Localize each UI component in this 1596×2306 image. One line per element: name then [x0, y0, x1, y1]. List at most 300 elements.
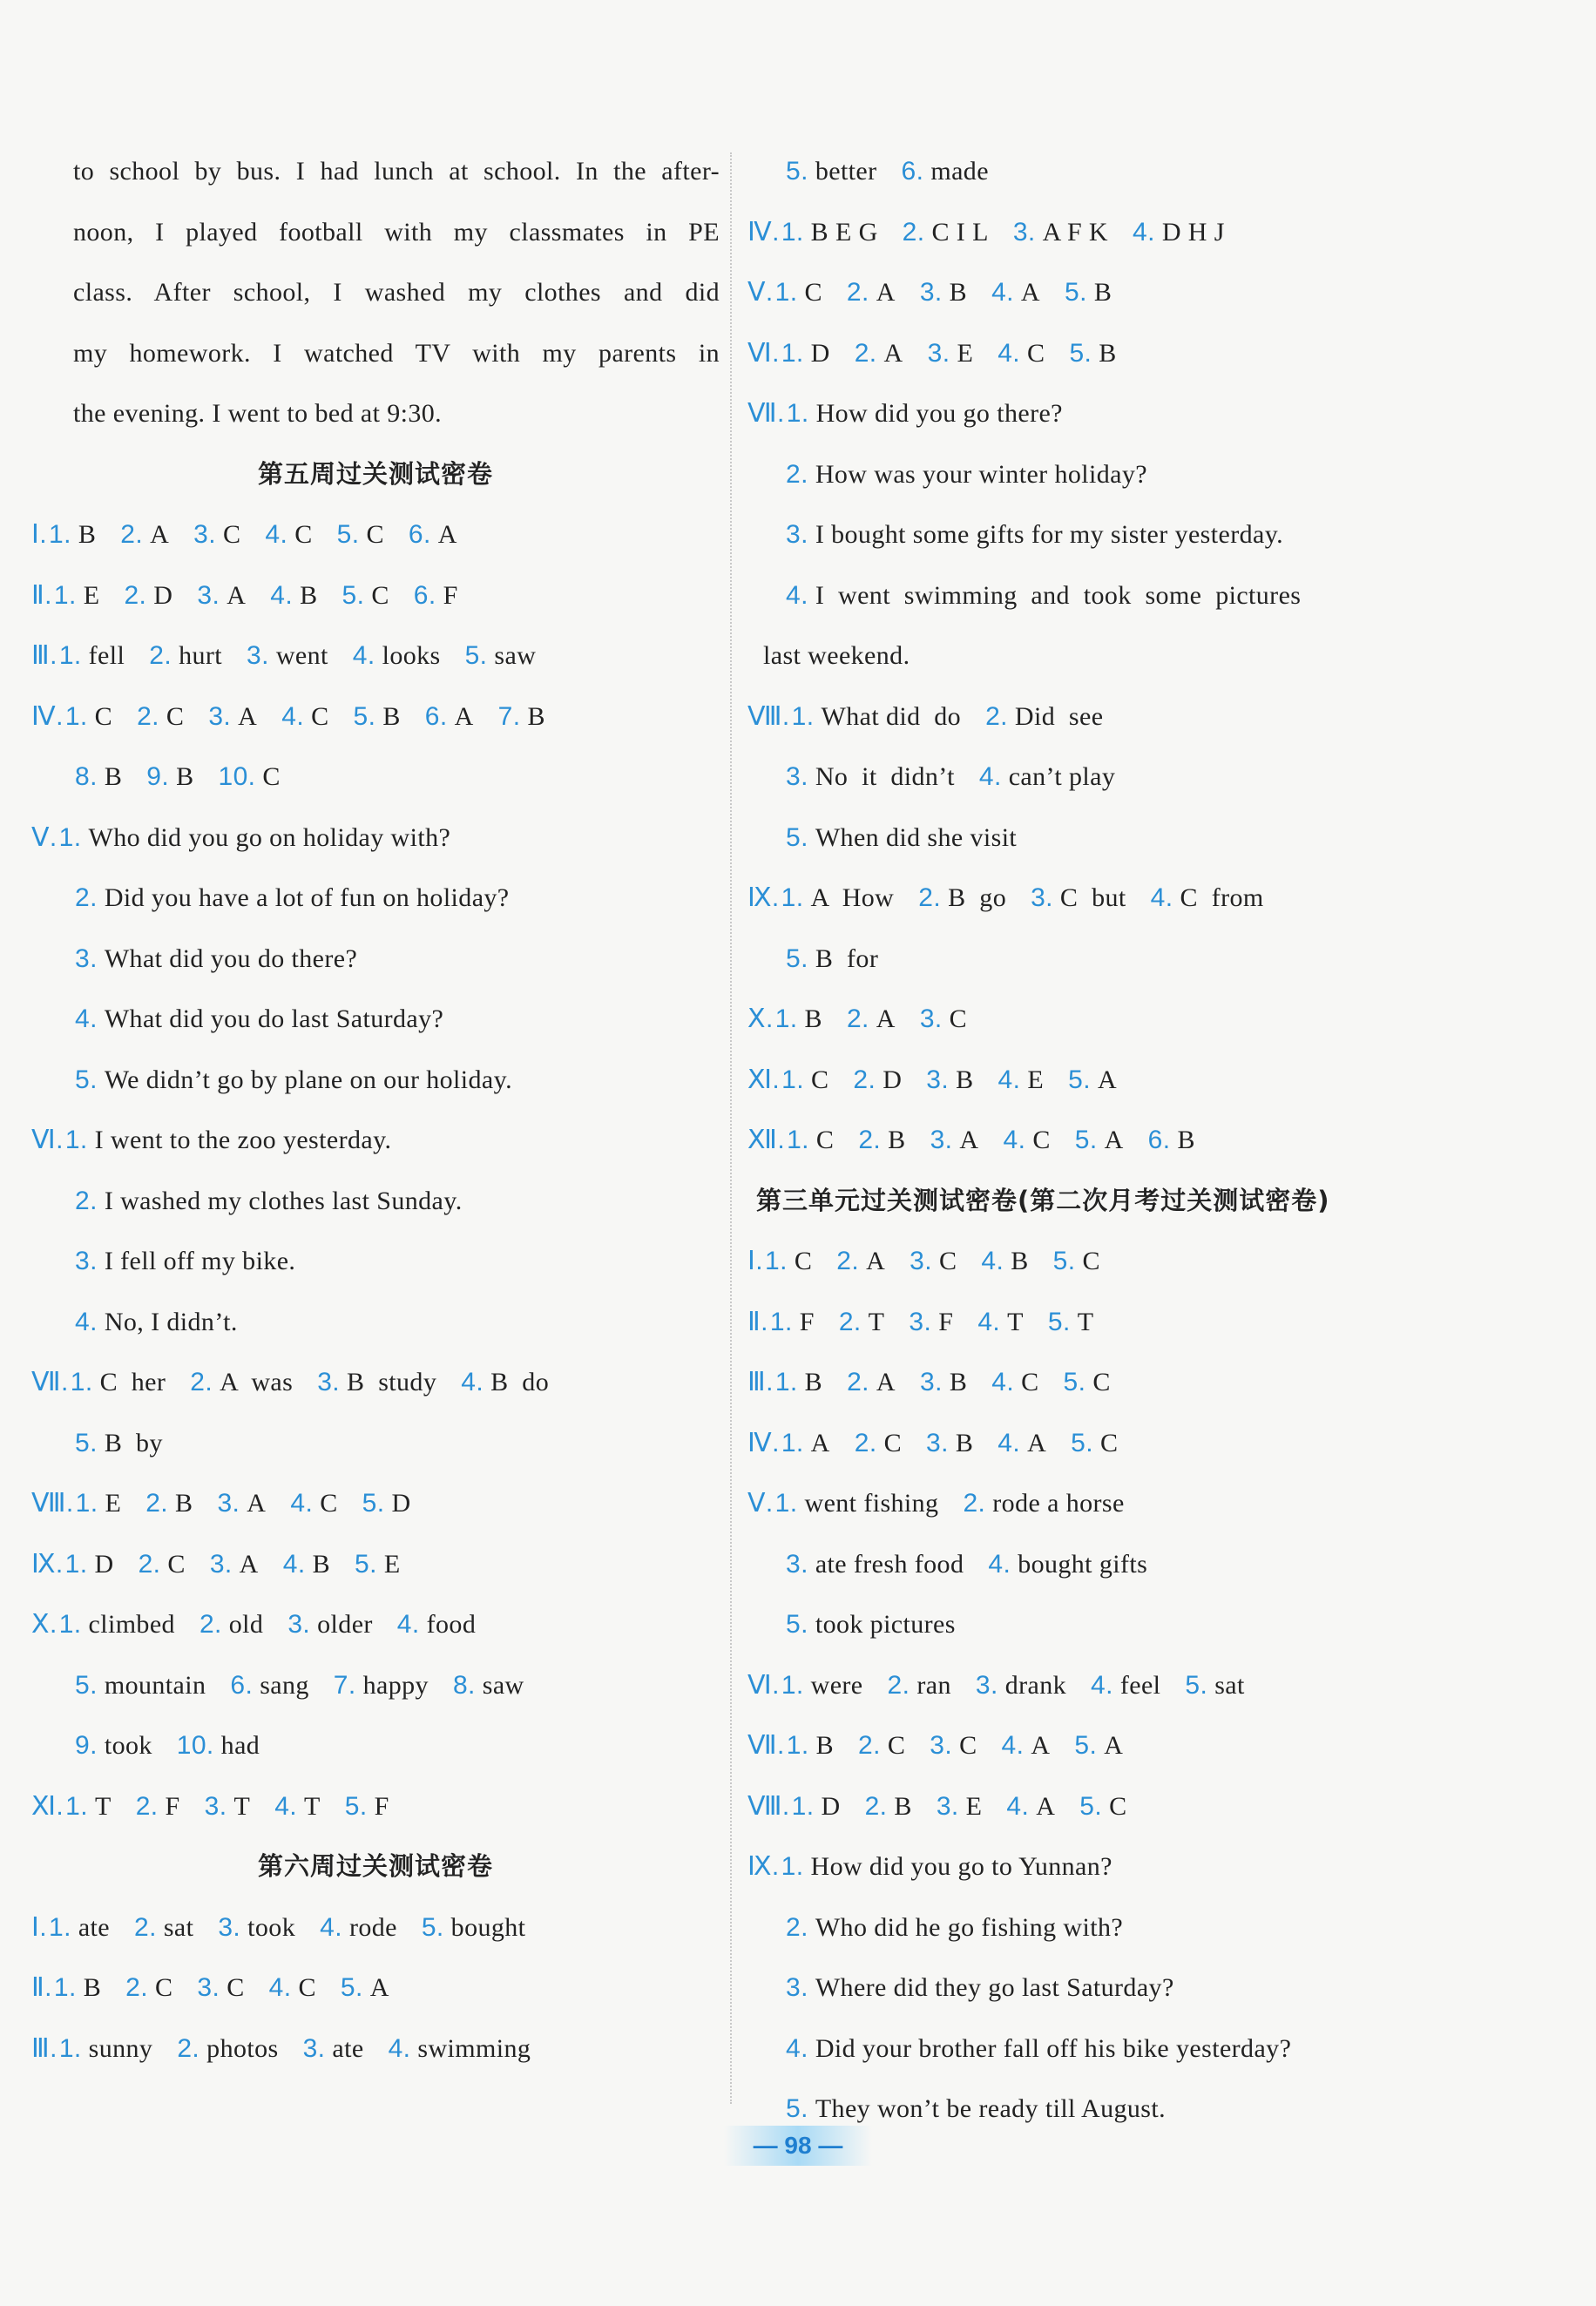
item-number: 2.	[854, 338, 877, 368]
answer-line	[747, 868, 1479, 929]
section-numeral: Ⅹ.	[747, 1004, 774, 1033]
left-column	[31, 141, 720, 2079]
answer-item	[786, 2034, 1291, 2063]
answer-item	[786, 157, 877, 186]
answer-item	[855, 1429, 902, 1457]
section-numeral: Ⅰ.	[31, 1912, 47, 1942]
right-column	[747, 141, 1479, 2140]
item-answer: A	[883, 338, 903, 368]
item-number: 4.	[268, 1973, 292, 2002]
item-answer: looks	[382, 641, 441, 670]
item-answer: E	[83, 580, 100, 610]
item-answer: D H J	[1161, 217, 1225, 247]
answer-line	[31, 626, 720, 686]
answer-item	[422, 1913, 526, 1942]
item-answer: A was	[220, 1368, 294, 1396]
answer-line	[31, 1231, 720, 1292]
answer-item	[197, 581, 246, 610]
item-number: 4.	[75, 1004, 98, 1033]
answer-item	[205, 1792, 251, 1821]
answer-item	[409, 520, 457, 549]
item-answer: T	[94, 1791, 112, 1821]
item-number: 4.	[1133, 217, 1155, 247]
answer-line	[747, 808, 1479, 869]
item-number: 7.	[497, 701, 521, 731]
answer-item	[65, 702, 112, 731]
answer-line	[747, 989, 1479, 1050]
item-answer: A	[238, 701, 258, 731]
answer-item	[59, 1610, 175, 1639]
item-number: 6.	[408, 520, 431, 549]
item-number: 3.	[919, 1004, 943, 1033]
answer-item	[1001, 1731, 1050, 1760]
answer-line	[747, 1231, 1479, 1292]
answer-line	[747, 1413, 1479, 1474]
answer-item	[1074, 1731, 1123, 1760]
answer-item	[786, 460, 1147, 489]
item-number: 8.	[452, 1670, 476, 1700]
section-numeral: Ⅰ.	[31, 520, 47, 549]
answer-line	[747, 1655, 1479, 1716]
item-number: 1.	[774, 1004, 798, 1033]
section-numeral: Ⅻ.	[747, 1126, 786, 1154]
answer-line	[31, 1171, 720, 1232]
answer-item	[781, 883, 895, 912]
answer-item	[836, 1247, 885, 1275]
item-number: 2.	[145, 1489, 169, 1518]
item-answer: B	[804, 1368, 823, 1396]
answer-item	[781, 1065, 828, 1094]
item-number: 2.	[199, 1610, 222, 1639]
item-answer: food	[426, 1610, 477, 1639]
answer-item	[190, 1368, 293, 1396]
answer-line	[747, 141, 1479, 202]
item-number: 4.	[1003, 1126, 1026, 1154]
item-number: 9.	[75, 1731, 98, 1760]
answer-item	[963, 1489, 1124, 1518]
answer-line	[31, 1050, 720, 1111]
item-number: 4.	[75, 1307, 98, 1336]
answer-item	[1069, 339, 1116, 368]
item-answer: B	[1093, 278, 1112, 307]
item-answer: B	[956, 1065, 974, 1094]
answer-item	[337, 520, 384, 549]
answer-item	[786, 1973, 1174, 2002]
answer-item	[1079, 1792, 1126, 1821]
answer-item	[65, 1126, 392, 1154]
answer-item	[765, 1247, 812, 1275]
answer-item	[75, 1308, 238, 1336]
item-number: 3.	[209, 1549, 233, 1579]
answer-item	[65, 1792, 112, 1821]
item-number: 4.	[396, 1610, 420, 1639]
item-answer: C	[294, 520, 313, 549]
item-number: 1.	[774, 278, 798, 307]
section-heading: 第六周过关测试密卷	[257, 1851, 493, 1881]
item-answer: sunny	[88, 2033, 153, 2063]
item-answer: D	[821, 1791, 841, 1821]
item-answer: T	[1007, 1307, 1024, 1336]
answer-item	[1075, 1126, 1124, 1154]
section-numeral: Ⅰ.	[747, 1247, 763, 1275]
item-answer: A	[1104, 1126, 1124, 1154]
item-answer: old	[228, 1610, 264, 1639]
item-number: 1.	[48, 520, 71, 549]
item-answer: C	[262, 762, 281, 791]
item-number: 1.	[781, 1428, 804, 1457]
item-number: 8.	[75, 762, 98, 791]
answer-item	[283, 1550, 330, 1579]
item-answer: C	[810, 1065, 829, 1094]
answer-item	[414, 581, 458, 610]
answer-item	[75, 1187, 463, 1215]
answer-item	[902, 157, 989, 186]
item-number: 2.	[846, 278, 869, 307]
answer-line	[747, 1110, 1479, 1171]
item-number: 5.	[1079, 1791, 1103, 1821]
item-answer: swimming	[417, 2033, 531, 2063]
item-answer: B by	[104, 1428, 163, 1457]
item-number: 2.	[177, 2033, 200, 2063]
answer-line	[747, 1534, 1479, 1595]
answer-item	[1151, 883, 1264, 912]
answer-item	[303, 2034, 364, 2063]
item-answer: C	[1027, 338, 1045, 368]
item-number: 1.	[781, 883, 804, 912]
item-number: 3.	[936, 1791, 959, 1821]
item-number: 5.	[336, 520, 360, 549]
item-answer: T	[1077, 1307, 1094, 1336]
answer-item	[920, 1368, 967, 1396]
item-answer: hurt	[179, 641, 222, 670]
item-number: 5.	[421, 1912, 444, 1942]
item-answer: B go	[948, 883, 1007, 912]
item-answer: When did she visit	[815, 822, 1018, 852]
item-answer: C	[949, 1004, 968, 1033]
item-answer: I bought some gifts for my sister yesterday.	[815, 520, 1284, 549]
item-number: 4.	[786, 580, 808, 610]
item-answer: bought gifts	[1018, 1549, 1148, 1579]
answer-line	[31, 1534, 720, 1595]
item-answer: A	[810, 1428, 830, 1457]
answer-item	[847, 1004, 896, 1033]
item-answer: sat	[163, 1912, 194, 1942]
answer-item	[290, 1489, 337, 1518]
item-number: 1.	[58, 641, 82, 670]
item-answer: C from	[1180, 883, 1264, 912]
item-number: 2.	[847, 1368, 869, 1396]
item-answer: C	[227, 1973, 245, 2002]
item-answer: A	[1020, 278, 1040, 307]
answer-item	[981, 1247, 1028, 1275]
item-answer: No it didn’t	[815, 762, 955, 791]
item-number: 3.	[247, 641, 269, 670]
item-number: 2.	[838, 1307, 862, 1336]
item-number: 5.	[1063, 1368, 1086, 1396]
item-number: 2.	[133, 1912, 157, 1942]
item-number: 5.	[353, 701, 376, 731]
item-number: 5.	[344, 1791, 368, 1821]
item-answer: went	[275, 641, 328, 670]
answer-item	[465, 641, 537, 670]
answer-item	[341, 1973, 389, 2002]
item-answer: C	[320, 1489, 338, 1518]
item-number: 3.	[193, 520, 216, 549]
item-answer: C	[1092, 1368, 1111, 1396]
item-number: 5.	[1071, 1428, 1093, 1457]
item-answer: C	[883, 1428, 902, 1457]
answer-item	[145, 1489, 193, 1518]
item-number: 5.	[1074, 1126, 1098, 1154]
section-numeral: Ⅷ.	[747, 1791, 790, 1821]
section-numeral: Ⅷ.	[747, 701, 790, 731]
answer-item	[909, 1308, 953, 1336]
answer-item	[218, 1913, 295, 1942]
section-numeral: Ⅺ.	[747, 1065, 781, 1094]
section-numeral: Ⅲ.	[747, 1368, 774, 1396]
item-answer: were	[810, 1670, 863, 1700]
item-number: 5.	[1068, 1065, 1091, 1094]
answer-line	[31, 1776, 720, 1837]
answer-item	[787, 399, 1063, 428]
item-number: 5.	[786, 157, 808, 186]
item-answer: B	[888, 1126, 906, 1154]
section-numeral: Ⅲ.	[31, 641, 57, 670]
item-answer: A	[1027, 1428, 1047, 1457]
answer-line	[747, 1776, 1479, 1837]
answer-line	[747, 444, 1479, 505]
item-answer: ate	[332, 2033, 364, 2063]
item-answer: Who did he go fishing with?	[815, 1912, 1124, 1942]
answer-item	[49, 1913, 110, 1942]
item-answer: C	[887, 1731, 906, 1760]
section-numeral: Ⅱ.	[31, 580, 52, 610]
item-number: 3.	[786, 1549, 808, 1579]
section-numeral: Ⅶ.	[747, 399, 785, 428]
answer-line	[747, 747, 1479, 808]
item-answer: A	[150, 520, 170, 549]
answer-line	[747, 1050, 1479, 1111]
item-number: 2.	[137, 701, 159, 731]
item-number: 10.	[176, 1731, 214, 1760]
answer-item	[853, 1065, 902, 1094]
answer-item	[786, 823, 1017, 852]
item-number: 1.	[764, 1247, 788, 1275]
section-numeral: Ⅱ.	[31, 1973, 52, 2002]
item-number: 1.	[774, 1489, 798, 1518]
answer-item	[918, 883, 1006, 912]
item-answer: B	[1011, 1247, 1029, 1275]
item-answer: A	[1097, 1065, 1118, 1094]
answer-item	[362, 1489, 411, 1518]
section-numeral: Ⅶ.	[747, 1731, 785, 1760]
item-number: 2.	[858, 1126, 882, 1154]
answer-item	[920, 278, 967, 307]
item-answer: How did you go there?	[815, 399, 1063, 428]
answer-item	[926, 1065, 973, 1094]
item-answer: A	[247, 1489, 267, 1518]
answer-item	[65, 1550, 114, 1579]
answer-item	[781, 1671, 863, 1700]
answer-item	[134, 1913, 193, 1942]
answer-line	[31, 747, 720, 808]
answer-item	[461, 1368, 549, 1396]
answer-item	[345, 1792, 389, 1821]
item-answer: B for	[815, 943, 879, 973]
answer-item	[124, 581, 172, 610]
answer-line	[31, 565, 720, 626]
item-number: 1.	[786, 399, 809, 428]
item-number: 1.	[58, 822, 82, 852]
item-number: 5.	[362, 1489, 385, 1518]
answer-line	[747, 1473, 1479, 1534]
answer-item	[177, 2034, 278, 2063]
item-number: 3.	[197, 580, 220, 610]
item-answer: D	[391, 1489, 411, 1518]
item-number: 5.	[75, 1065, 98, 1094]
item-number: 1.	[791, 701, 815, 731]
answer-item	[54, 1973, 101, 2002]
item-number: 5.	[340, 1973, 363, 2002]
item-number: 2.	[963, 1489, 986, 1518]
item-number: 4.	[265, 520, 288, 549]
item-answer: Did your brother fall off his bike yesterday?	[815, 2033, 1292, 2063]
section-numeral: Ⅺ.	[31, 1791, 64, 1821]
item-answer: C	[311, 701, 329, 731]
answer-item	[998, 1065, 1045, 1094]
answer-item	[342, 581, 389, 610]
item-answer: went fishing	[804, 1489, 939, 1518]
answer-line	[31, 504, 720, 565]
answer-line	[31, 1473, 720, 1534]
answer-line	[31, 1715, 720, 1776]
item-number: 4.	[1091, 1670, 1113, 1700]
item-answer: I went to the zoo yesterday.	[94, 1126, 392, 1154]
answer-item	[1068, 1065, 1117, 1094]
answer-item	[197, 1973, 244, 2002]
answer-item	[786, 1610, 956, 1639]
answer-item	[775, 1004, 822, 1033]
item-number: 5.	[786, 1610, 808, 1639]
answer-item	[353, 641, 441, 670]
item-answer: E	[965, 1791, 983, 1821]
item-answer: photos	[206, 2033, 279, 2063]
item-answer: C	[167, 1549, 186, 1579]
answer-line	[31, 868, 720, 929]
item-number: 3.	[925, 1428, 949, 1457]
answer-item	[269, 1973, 316, 2002]
answer-line	[31, 808, 720, 869]
item-answer: How did you go to Yunnan?	[810, 1852, 1112, 1881]
answer-item	[498, 702, 545, 731]
item-answer: B	[1177, 1126, 1195, 1154]
answer-item	[903, 218, 989, 247]
answer-line	[31, 1594, 720, 1655]
item-number: 3.	[926, 1065, 950, 1094]
page-footer	[0, 2126, 1596, 2166]
answer-item	[75, 883, 510, 912]
item-number: 3.	[218, 1912, 241, 1942]
item-number: 10.	[218, 762, 256, 791]
answer-item	[1133, 218, 1225, 247]
item-number: 1.	[53, 580, 77, 610]
item-number: 4.	[388, 2033, 411, 2063]
item-answer: B	[804, 1004, 822, 1033]
answer-item	[146, 762, 193, 791]
item-answer: better	[815, 157, 877, 186]
item-number: 4.	[991, 1368, 1015, 1396]
answer-item	[775, 1489, 939, 1518]
item-answer: F	[374, 1791, 389, 1821]
item-answer: Did you have a lot of fun on holiday?	[104, 883, 510, 912]
answer-item	[1071, 1429, 1118, 1457]
answer-item	[59, 641, 125, 670]
answer-item	[930, 1126, 979, 1154]
item-answer: climbed	[88, 1610, 175, 1639]
answer-line	[31, 1352, 720, 1413]
item-number: 6.	[901, 157, 924, 186]
answer-line	[747, 504, 1479, 565]
item-answer: C	[371, 580, 389, 610]
answer-item	[75, 944, 357, 973]
item-number: 1.	[64, 701, 88, 731]
answer-item	[75, 1671, 206, 1700]
item-answer: A	[1104, 1731, 1124, 1760]
answer-item	[125, 1973, 172, 2002]
section-numeral: Ⅹ.	[31, 1610, 57, 1639]
item-number: 1.	[781, 1852, 804, 1881]
answer-item	[75, 1004, 443, 1033]
answer-line	[747, 383, 1479, 444]
item-number: 3.	[1012, 217, 1036, 247]
answer-line	[747, 1958, 1479, 2019]
answer-item	[977, 1308, 1024, 1336]
answer-item	[177, 1731, 260, 1760]
answer-line	[747, 1292, 1479, 1353]
section-numeral: Ⅷ.	[31, 1489, 74, 1518]
answer-item	[217, 1489, 266, 1518]
item-answer: took	[104, 1731, 152, 1760]
item-number: 4.	[270, 580, 294, 610]
item-answer: bought	[450, 1912, 526, 1942]
answer-item	[230, 1671, 308, 1700]
item-answer: C her	[99, 1368, 166, 1396]
item-number: 3.	[927, 338, 950, 368]
item-number: 5.	[1052, 1247, 1076, 1275]
item-answer: can’t play	[1008, 762, 1116, 791]
item-answer: A F K	[1042, 217, 1108, 247]
answer-item	[149, 641, 222, 670]
item-answer: B	[300, 580, 318, 610]
answer-line	[31, 1897, 720, 1958]
item-answer: C	[166, 701, 185, 731]
item-number: 4.	[274, 1791, 298, 1821]
item-number: 5.	[464, 641, 488, 670]
section-numeral: Ⅴ.	[747, 278, 774, 307]
item-answer: Where did they go last Saturday?	[815, 1973, 1174, 2002]
item-number: 5.	[786, 822, 808, 852]
answer-item	[976, 1671, 1066, 1700]
item-number: 2.	[887, 1670, 910, 1700]
item-number: 9.	[146, 762, 170, 791]
item-answer: B	[175, 1489, 193, 1518]
item-number: 3.	[317, 1368, 341, 1396]
item-number: 5.	[1185, 1670, 1208, 1700]
answer-item	[787, 1126, 834, 1154]
answer-item	[1148, 1126, 1195, 1154]
item-number: 5.	[342, 580, 365, 610]
item-answer: C	[1021, 1368, 1039, 1396]
